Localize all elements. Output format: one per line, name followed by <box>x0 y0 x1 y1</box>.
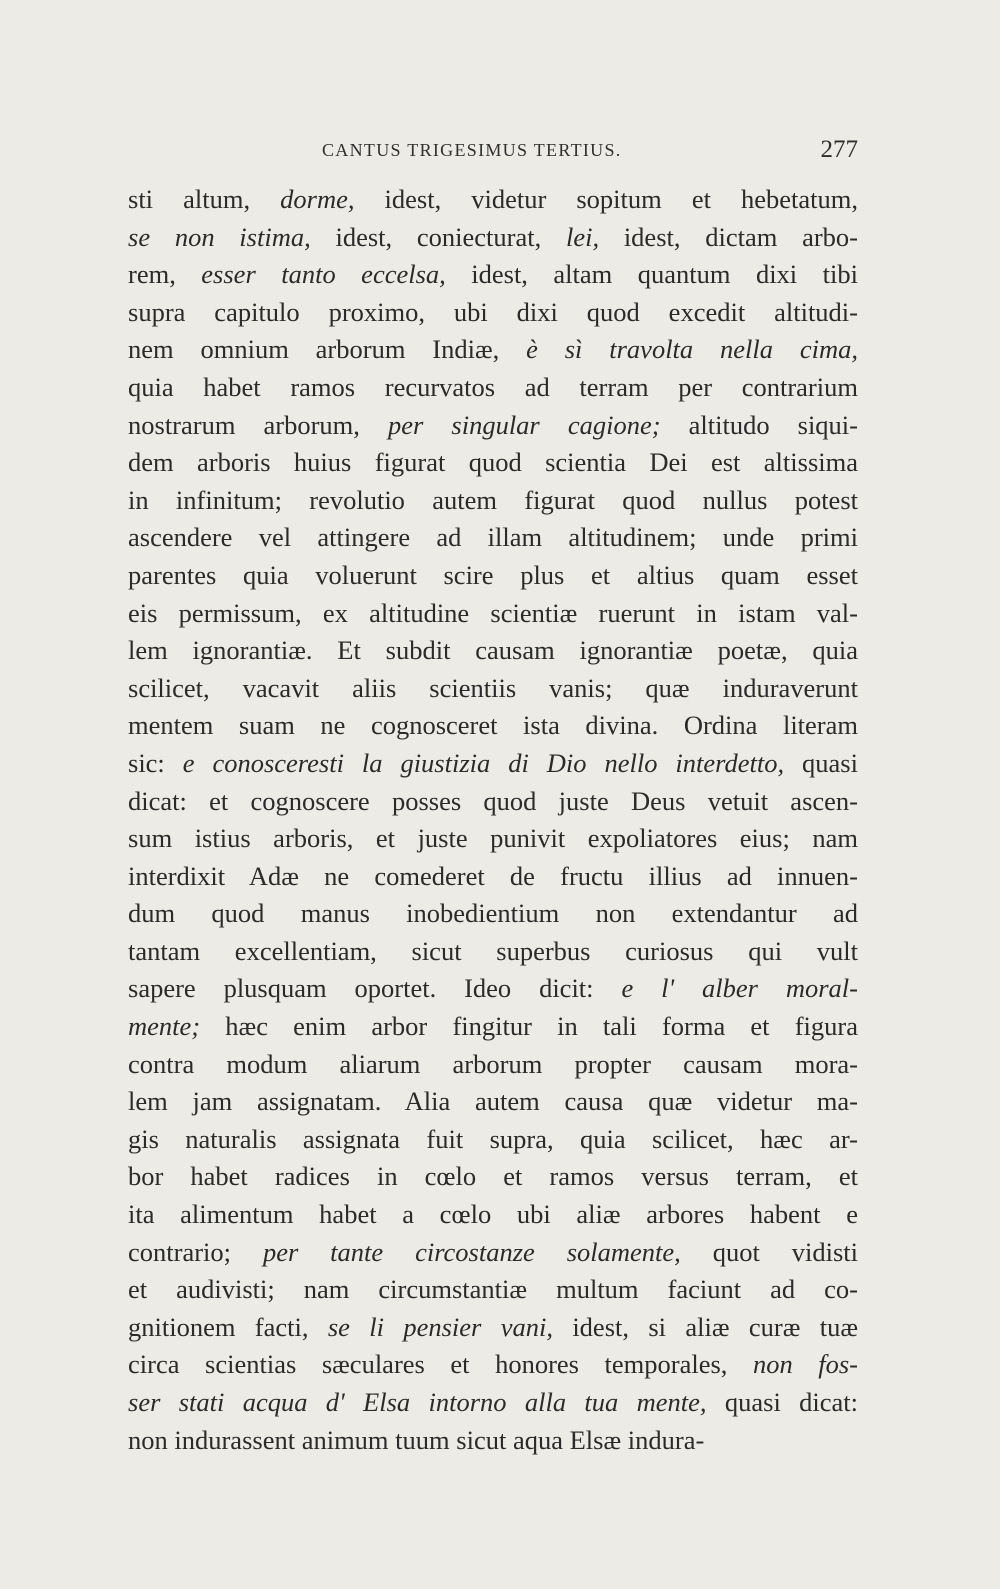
italic-quotation: esser tanto eccelsa, <box>201 259 446 290</box>
text-run: sti altum, <box>128 184 281 214</box>
italic-quotation: ser stati acqua d' Elsa intorno alla tua mente, <box>128 1387 707 1417</box>
text-run: parentes quia voluerunt scire plus et altius quam esset <box>128 559 858 590</box>
text-run: idest, altam quantum dixi tibi <box>445 259 858 290</box>
text-line <box>128 407 858 445</box>
text-line <box>128 595 858 633</box>
text-line <box>128 1008 858 1046</box>
text-line <box>128 1196 858 1234</box>
text-line <box>128 482 858 520</box>
text-line <box>128 1083 858 1121</box>
text-run: dicat: et cognoscere posses quod juste Deus vetuit ascen- <box>128 785 858 816</box>
text-run: quia habet ramos recurvatos ad terram per contrarium <box>128 371 858 402</box>
page-number: 277 <box>820 136 858 163</box>
text-line <box>128 1422 858 1460</box>
text-line <box>128 256 858 294</box>
text-run: altitudo siqui- <box>660 409 858 440</box>
text-run: gnitionem facti, <box>128 1311 328 1342</box>
text-line <box>128 1346 858 1384</box>
italic-quotation: lei, <box>565 221 600 252</box>
text-line <box>128 181 858 219</box>
text-run: lem ignorantiæ. Et subdit causam ignorantiæ poetæ, quia <box>128 635 858 666</box>
text-line <box>128 331 858 369</box>
text-run: interdixit Adæ ne comederet de fructu illius ad innuen- <box>128 860 858 891</box>
text-run: ita alimentum habet a cœlo ubi aliæ arbores habent e <box>128 1199 858 1230</box>
text-line <box>128 294 858 332</box>
running-title: CANTUS TRIGESIMUS TERTIUS. <box>322 140 622 160</box>
text-run: contrario; <box>128 1236 263 1267</box>
text-line <box>128 1384 858 1422</box>
text-run: idest, si aliæ curæ tuæ <box>552 1311 859 1342</box>
text-run: gis naturalis assignata fuit supra, quia scilicet, hæc ar- <box>128 1123 858 1154</box>
text-line <box>128 933 858 971</box>
text-line <box>128 557 858 595</box>
italic-quotation: mente; <box>128 1011 201 1042</box>
text-run: idest, videtur sopitum et hebetatum, <box>354 184 858 214</box>
text-run: contra modum aliarum arborum propter causam mora- <box>128 1048 858 1079</box>
text-run: circa scientias sæculares et honores temporales, <box>128 1349 753 1380</box>
text-run: supra capitulo proximo, ubi dixi quod excedit altitudi- <box>128 296 858 327</box>
running-head <box>128 136 858 172</box>
text-run: hæc enim arbor fingitur in tali forma et figura <box>200 1011 858 1042</box>
text-run: bor habet radices in cœlo et ramos versus terram, et <box>128 1161 858 1192</box>
text-run: eis permissum, ex altitudine scientiæ ruerunt in istam val- <box>128 597 858 628</box>
text-run: mentem suam ne cognosceret ista divina. Ordina literam <box>128 710 858 741</box>
text-run: quasi dicat: <box>706 1387 858 1417</box>
text-line <box>128 1234 858 1272</box>
text-line <box>128 895 858 933</box>
italic-quotation: e conosceresti la giustizia di Dio nello interdetto, <box>182 747 785 778</box>
text-run: dum quod manus inobedientium non extendantur ad <box>128 898 858 929</box>
text-line <box>128 745 858 783</box>
italic-quotation: dorme, <box>280 184 355 214</box>
italic-quotation: se li pensier vani, <box>327 1311 553 1342</box>
text-line <box>128 369 858 407</box>
text-line <box>128 1121 858 1159</box>
text-run: quot vidisti <box>680 1236 859 1267</box>
text-run: non indurassent animum tuum sicut aqua Elsæ indura- <box>128 1424 705 1455</box>
text-run: lem jam assignatam. Alia autem causa quæ videtur ma- <box>128 1086 858 1117</box>
text-line <box>128 670 858 708</box>
text-run: ascendere vel attingere ad illam altitudinem; unde primi <box>128 522 858 553</box>
body-text <box>128 181 858 1459</box>
text-line <box>128 707 858 745</box>
text-run: dem arboris huius figurat quod scientia Dei est altissima <box>128 447 858 478</box>
text-run: idest, dictam arbo- <box>599 221 858 252</box>
text-run: et audivisti; nam circumstantiæ multum faciunt ad co- <box>128 1274 858 1305</box>
italic-quotation: e l' alber moral- <box>621 973 858 1004</box>
text-line <box>128 1158 858 1196</box>
text-line <box>128 783 858 821</box>
text-run: nem omnium arborum Indiæ, <box>128 334 527 365</box>
text-run: sum istius arboris, et juste punivit expoliatores eius; nam <box>128 823 858 854</box>
text-line <box>128 858 858 896</box>
text-run: nostrarum arborum, <box>128 409 388 440</box>
italic-quotation: per tante circostanze solamente, <box>262 1236 681 1267</box>
text-line <box>128 1271 858 1309</box>
text-run: rem, <box>128 259 202 290</box>
text-line <box>128 1046 858 1084</box>
text-line <box>128 632 858 670</box>
text-run: sapere plusquam oportet. Ideo dicit: <box>128 973 622 1004</box>
italic-quotation: è sì travolta nella cima, <box>526 334 858 365</box>
text-line <box>128 820 858 858</box>
text-run: scilicet, vacavit aliis scientiis vanis; quæ induraverunt <box>128 672 858 703</box>
text-run: sic: <box>128 747 183 778</box>
text-run: tantam excellentiam, sicut superbus curiosus qui vult <box>128 935 858 966</box>
text-run: in infinitum; revolutio autem figurat quod nullus potest <box>128 484 858 515</box>
text-line <box>128 1309 858 1347</box>
italic-quotation: non fos- <box>752 1349 859 1380</box>
text-run: quasi <box>784 747 858 778</box>
text-line <box>128 970 858 1008</box>
text-line <box>128 519 858 557</box>
italic-quotation: per singular cagione; <box>388 409 661 440</box>
text-line <box>128 444 858 482</box>
text-line <box>128 219 858 257</box>
italic-quotation: se non istima, <box>128 221 311 252</box>
text-run: idest, coniecturat, <box>310 221 566 252</box>
